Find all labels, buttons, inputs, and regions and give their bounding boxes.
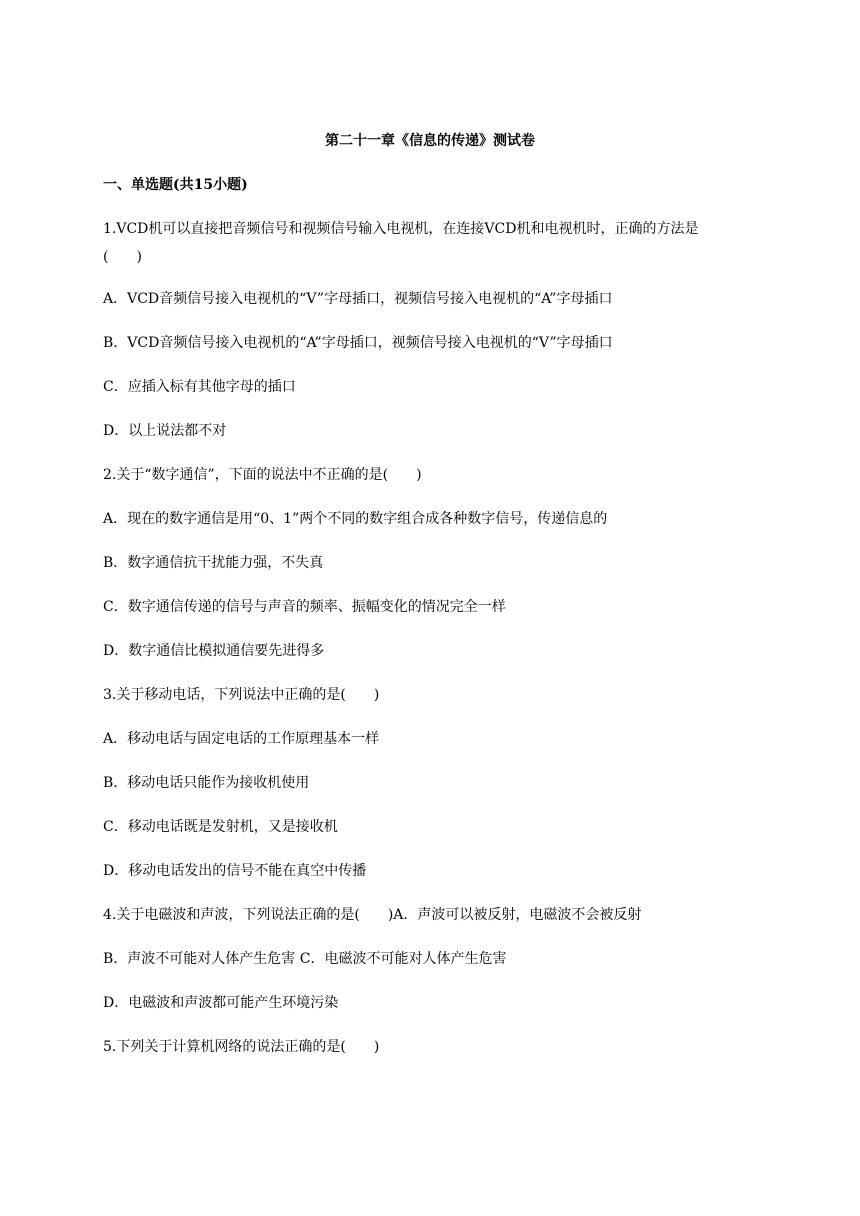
question-4-option-d: D．电磁波和声波都可能产生环境污染 — [103, 995, 339, 1011]
question-1-option-c: C．应插入标有其他字母的插口 — [103, 379, 296, 395]
question-3-option-d: D．移动电话发出的信号不能在真空中传播 — [103, 863, 367, 879]
question-2-option-c: C．数字通信传递的信号与声音的频率、振幅变化的情况完全一样 — [103, 599, 506, 615]
question-4-options-b-c: B．声波不可能对人体产生危害 C．电磁波不可能对人体产生危害 — [103, 951, 507, 967]
question-5-stem: 5.下列关于计算机网络的说法正确的是( ) — [103, 1039, 380, 1055]
question-1-stem-continuation: ( ) — [103, 249, 142, 265]
question-2-stem: 2.关于“数字通信”，下面的说法中不正确的是( ) — [103, 467, 422, 483]
section-heading: 一、单选题(共15小题) — [103, 177, 248, 193]
question-1-option-b: B．VCD音频信号接入电视机的“A”字母插口，视频信号接入电视机的“V”字母插口 — [103, 335, 613, 351]
question-2-option-d: D．数字通信比模拟通信要先进得多 — [103, 643, 325, 659]
document-title: 第二十一章《信息的传递》测试卷 — [325, 133, 535, 149]
question-3-option-c: C．移动电话既是发射机，又是接收机 — [103, 819, 338, 835]
question-2-option-b: B．数字通信抗干扰能力强，不失真 — [103, 555, 324, 571]
question-1-option-d: D．以上说法都不对 — [103, 423, 227, 439]
question-1-option-a: A．VCD音频信号接入电视机的“V”字母插口，视频信号接入电视机的“A”字母插口 — [103, 291, 613, 307]
question-4-stem-with-option-a: 4.关于电磁波和声波，下列说法正确的是( )A．声波可以被反射，电磁波不会被反射 — [103, 907, 642, 923]
question-3-option-a: A．移动电话与固定电话的工作原理基本一样 — [103, 731, 380, 747]
question-1-stem: 1.VCD机可以直接把音频信号和视频信号输入电视机，在连接VCD机和电视机时，正确的方法是 — [103, 221, 699, 237]
question-3-stem: 3.关于移动电话，下列说法中正确的是( ) — [103, 687, 380, 703]
question-3-option-b: B．移动电话只能作为接收机使用 — [103, 775, 310, 791]
question-2-option-a: A．现在的数字通信是用“0、1”两个不同的数字组合成各种数字信号，传递信息的 — [103, 511, 608, 527]
